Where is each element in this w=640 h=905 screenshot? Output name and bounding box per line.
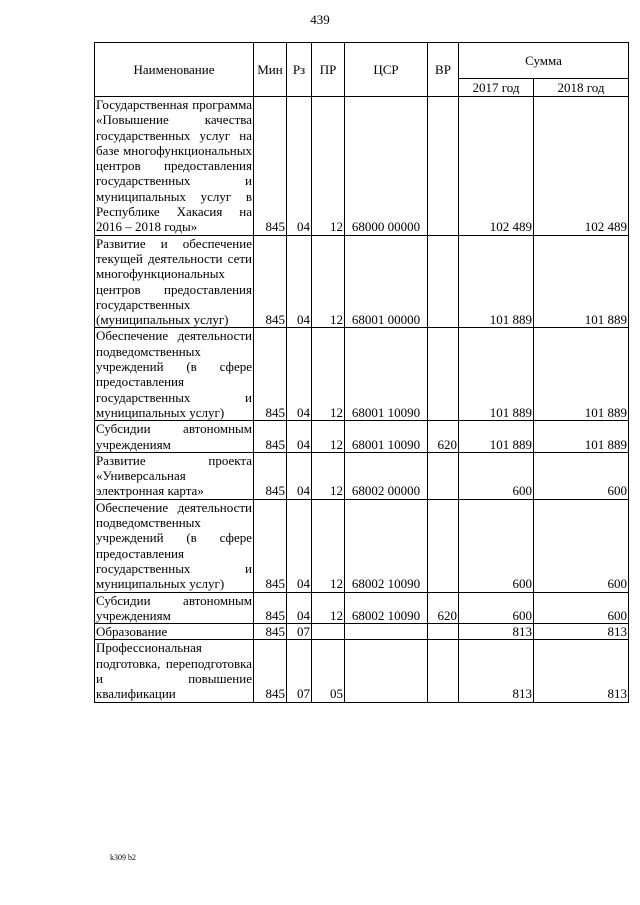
row-vr-cell [428,499,459,592]
row-name-cell: Образование [95,624,254,640]
row-vr-cell: 620 [428,592,459,624]
row-sum-2017-cell: 813 [459,640,534,702]
row-rz-cell: 04 [287,452,312,499]
row-sum-2017-cell: 600 [459,592,534,624]
row-min-cell: 845 [254,592,287,624]
row-vr-cell: 620 [428,421,459,453]
row-vr-cell [428,624,459,640]
row-csr-cell [345,640,428,702]
row-sum-2017-cell: 101 889 [459,328,534,421]
row-pr-cell: 12 [312,235,345,328]
row-pr-cell: 12 [312,328,345,421]
row-sum-2017-cell: 600 [459,499,534,592]
row-name-cell: Обеспечение деятельности подведомственных учреждений (в сфере предоставления государственных и муниципальных услуг) [96,499,252,592]
header-rz: Рз [287,43,312,97]
row-min-cell: 845 [254,421,287,453]
row-name-cell: Обеспечение деятельности подведомственных учреждений (в сфере предоставления государственных и муниципальных услуг) [96,328,252,420]
table-row [95,452,629,499]
table-row [95,328,629,421]
row-sum-2018-cell: 600 [534,592,629,624]
row-min-cell: 845 [254,328,287,421]
row-name-cell: Субсидии автономным учреждениям [96,592,252,623]
row-min-cell: 845 [254,235,287,328]
row-rz-cell: 07 [287,624,312,640]
row-rz-cell: 04 [287,592,312,624]
row-min-cell: 845 [254,640,287,702]
row-name-cell: Профессиональная подготовка, переподготовка и повышение квалификации [96,640,252,702]
table-row [95,624,629,640]
header-year-2017: 2017 год [459,79,534,97]
header-vr: ВР [428,43,459,97]
header-csr: ЦСР [345,43,428,97]
row-rz-cell: 04 [287,235,312,328]
row-vr-cell [428,328,459,421]
budget-table [94,42,629,703]
row-rz-cell: 04 [287,421,312,453]
row-pr-cell: 12 [312,452,345,499]
row-min-cell: 845 [254,452,287,499]
row-sum-2017-cell: 101 889 [459,235,534,328]
row-name-cell: Развитие проекта «Универсальная электронная карта» [96,452,252,499]
header-sum: Сумма [459,43,629,79]
row-min-cell: 845 [254,97,287,236]
row-sum-2018-cell: 600 [534,452,629,499]
table-row [95,499,629,592]
row-rz-cell: 04 [287,499,312,592]
row-sum-2018-cell: 101 889 [534,235,629,328]
row-name-cell: Государственная программа «Повышение качества государственных услуг на базе многофункциональных центров предоставления государственных и муниципальных услуг в Республике Хакасия на 2016 – 2018 годы» [96,97,252,235]
header-pr: ПР [312,43,345,97]
table-body [95,97,629,703]
row-pr-cell: 12 [312,499,345,592]
row-sum-2018-cell: 102 489 [534,97,629,236]
table-row [95,640,629,702]
row-vr-cell [428,235,459,328]
row-vr-cell [428,452,459,499]
row-sum-2018-cell: 813 [534,640,629,702]
row-csr-cell: 68001 10090 [345,328,428,421]
row-sum-2017-cell: 101 889 [459,421,534,453]
row-pr-cell: 05 [312,640,345,702]
row-name-cell: Субсидии автономным учреждениям [96,421,252,452]
row-pr-cell: 12 [312,97,345,236]
row-csr-cell: 68001 10090 [345,421,428,453]
row-pr-cell: 12 [312,592,345,624]
row-csr-cell: 68002 00000 [345,452,428,499]
table-row [95,592,629,624]
row-pr-cell: 12 [312,421,345,453]
table-row [95,97,629,236]
row-sum-2018-cell: 101 889 [534,328,629,421]
row-rz-cell: 04 [287,97,312,236]
row-sum-2018-cell: 600 [534,499,629,592]
row-csr-cell: 68002 10090 [345,499,428,592]
row-sum-2017-cell: 102 489 [459,97,534,236]
row-sum-2017-cell: 813 [459,624,534,640]
row-rz-cell: 04 [287,328,312,421]
header-min: Мин [254,43,287,97]
row-name-cell: Развитие и обеспечение текущей деятельности сети многофункциональных центров предоставления государственных (муниципальных услуг) [96,235,252,328]
row-vr-cell [428,97,459,236]
table-row [95,421,629,453]
row-sum-2018-cell: 101 889 [534,421,629,453]
row-sum-2017-cell: 600 [459,452,534,499]
row-sum-2018-cell: 813 [534,624,629,640]
row-csr-cell: 68002 10090 [345,592,428,624]
row-csr-cell: 68000 00000 [345,97,428,236]
row-vr-cell [428,640,459,702]
row-rz-cell: 07 [287,640,312,702]
footer-code: k309 b2 [110,853,136,862]
table-row [95,235,629,328]
header-name: Наименование [95,43,254,97]
row-csr-cell [345,624,428,640]
row-pr-cell [312,624,345,640]
page-number: 439 [310,12,330,27]
row-min-cell: 845 [254,624,287,640]
header-year-2018: 2018 год [534,79,629,97]
row-csr-cell: 68001 00000 [345,235,428,328]
row-min-cell: 845 [254,499,287,592]
